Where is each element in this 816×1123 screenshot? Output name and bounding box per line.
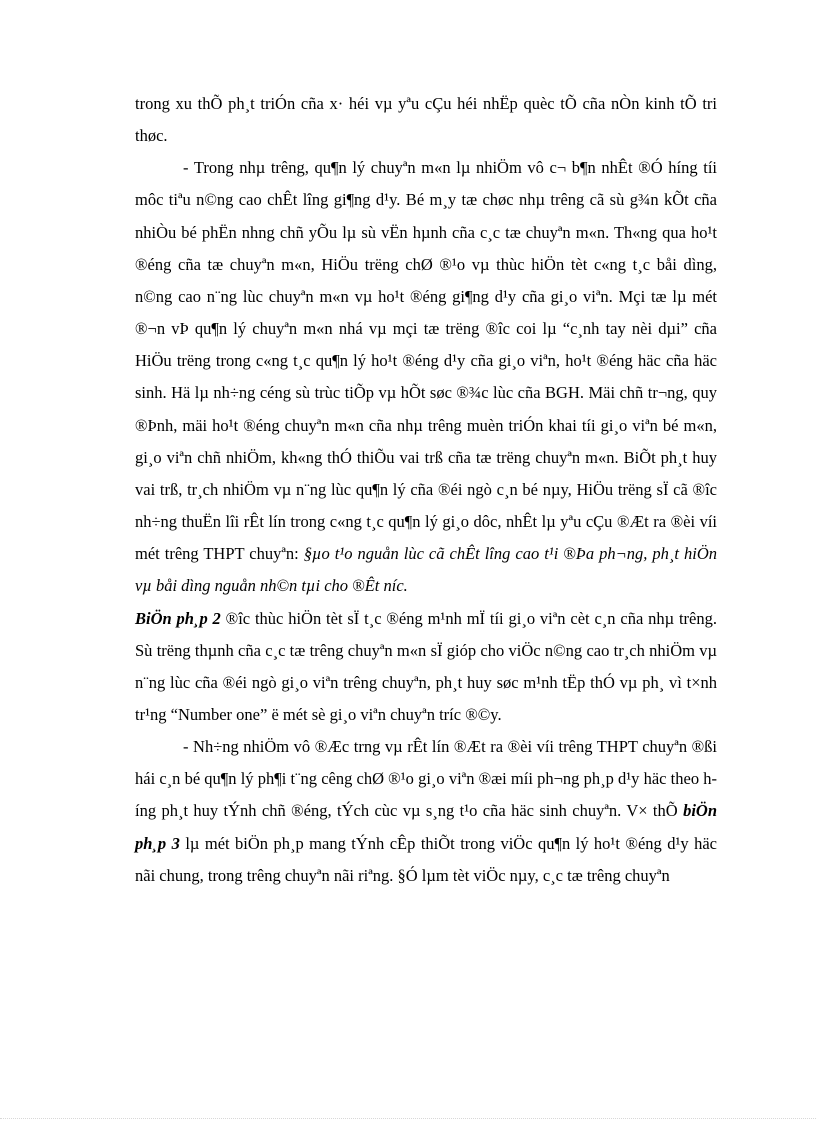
measure-2-label: BiÖn ph¸p 2 (135, 608, 221, 628)
paragraph-2-italic-quote: §µo t¹o nguån lùc cã chÊt lîng cao t¹i ®Þa ph¬ng, ph¸t hiÖn vµ båi dìng nguån nh©n tµi cho ®Êt níc. (135, 544, 717, 596)
paragraph-4-text-before: - Nh÷ng nhiÖm vô ®Æc trng vµ rÊt lín ®Æt ra ®èi víi trêng THPT chuyªn ®ßi hái c¸n bé qu¶n lý ph¶i t¨ng cêng chØ ®¹o gi¸o viªn ®æi míi ph¬ng ph¸p d¹y häc theo híng ph¸t huy tÝnh chñ ®éng, tÝch cùc vµ s¸ng t¹o cña häc sinh chuyªn. V× thÕ (135, 737, 717, 821)
document-body (135, 88, 717, 892)
paragraph-4-text-after: lµ mét biÖn ph¸p mang tÝnh cÊp thiÕt trong viÖc qu¶n lý ho¹t ®éng d¹y häc nãi chung, trong trêng chuyªn nãi riªng. §Ó lµm tèt viÖc nµy, c¸c tæ trêng chuyªn (135, 833, 718, 885)
paragraph-3 (135, 603, 717, 732)
paragraph-1-text: trong xu thÕ ph¸t triÓn cña x· héi vµ yªu cÇu héi nhËp quèc tÕ cña nÒn kinh tÕ tri thøc. (135, 94, 717, 146)
measure-3-label: biÖn ph¸p 3 (135, 801, 718, 853)
paragraph-3-text: ®îc thùc hiÖn tèt sÏ t¸c ®éng m¹nh mÏ tíi gi¸o viªn cèt c¸n cña nhµ trêng. Sù trëng thµnh cña c¸c tæ trêng chuyªn m«n sÏ gióp cho viÖc n©ng cao tr¸ch nhiÖm vµ n¨ng lùc cña ®éi ngò gi¸o viªn trêng chuyªn, ph¸t huy søc m¹nh tËp thÓ vµ ph¸ vì t×nh tr¹ng “Number one” ë mét sè gi¸o viªn chuyªn tríc ®©y. (135, 608, 717, 724)
paragraph-1 (135, 88, 717, 152)
paragraph-2 (135, 152, 717, 602)
paragraph-4 (135, 731, 717, 892)
page-bottom-rule (0, 1118, 816, 1119)
paragraph-2-text: - Trong nhµ trêng, qu¶n lý chuyªn m«n lµ nhiÖm vô c¬ b¶n nhÊt ®Ó híng tíi môc tiªu n©ng cao chÊt lîng gi¶ng d¹y. Bé m¸y tæ chøc nhµ trêng cã sù g¾n kÕt cña nhiÒu bé phËn nhng chñ yÕu lµ sù vËn hµnh cña c¸c tæ chuyªn m«n. Th«ng qua ho¹t ®éng cña tæ chuyªn m«n, HiÖu trëng chØ ®¹o vµ thùc hiÖn tèt c«ng t¸c båi dìng, n©ng cao n¨ng lùc chuyªn m«n vµ ho¹t ®éng gi¶ng d¹y cña gi¸o viªn. Mçi tæ lµ mét ®¬n vÞ qu¶n lý chuyªn m«n nhá vµ mçi tæ trëng ®îc coi lµ “c¸nh tay nèi dµi” cña HiÖu trëng trong c«ng t¸c qu¶n lý ho¹t ®éng d¹y cña gi¸o viªn, ho¹t ®éng häc cña häc sinh. Hä lµ nh÷ng céng sù trùc tiÕp vµ hÕt søc ®¾c lùc cña BGH. Mäi chñ tr¬ng, quy ®Þnh, mäi ho¹t ®éng chuyªn m«n cña nhµ trêng muèn triÓn khai tíi gi¸o viªn bé m«n, gi¸o viªn chñ nhiÖm, kh«ng thÓ thiÕu vai trß cña tæ trëng chuyªn m«n. BiÕt ph¸t huy vai trß, tr¸ch nhiÖm vµ n¨ng lùc qu¶n lý cña ®éi ngò c¸n bé nµy, HiÖu trëng sÏ cã ®îc nh÷ng thuËn lîi rÊt lín trong c«ng t¸c qu¶n lý gi¸o dôc, nhÊt lµ yªu cÇu ®Æt ra ®èi víi mét trêng THPT chuyªn: (135, 158, 717, 564)
